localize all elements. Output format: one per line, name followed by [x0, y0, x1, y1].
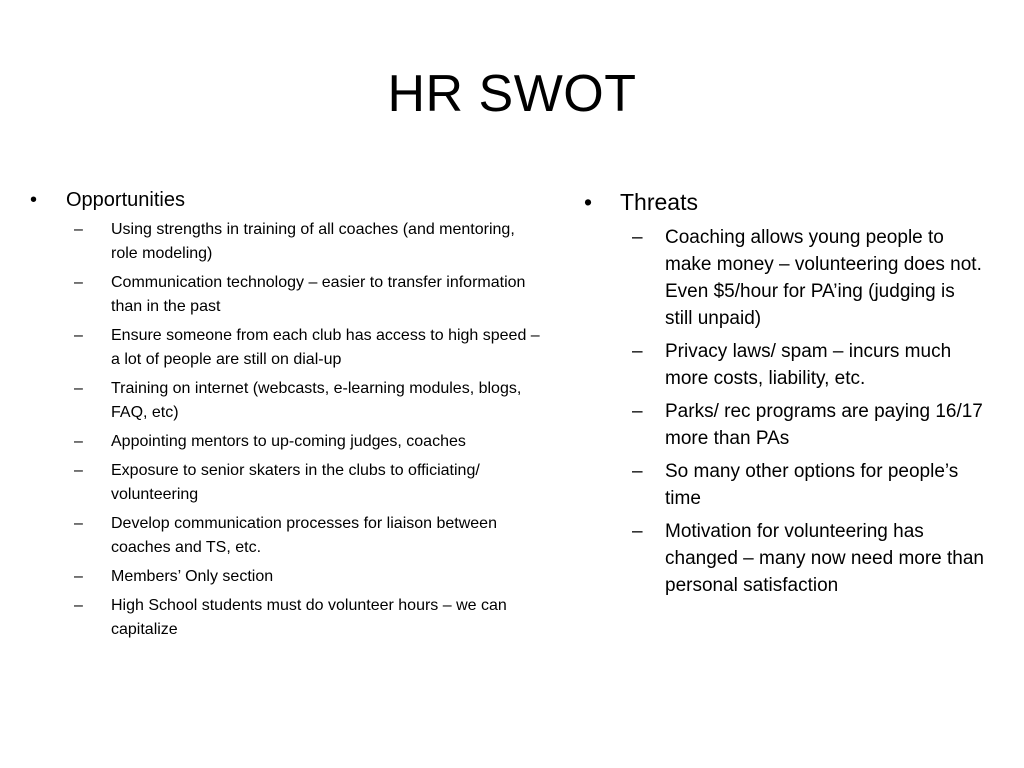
- list-item: [74, 459, 540, 507]
- list-item-text: Parks/ rec programs are paying 16/17 more than PAs: [665, 401, 983, 449]
- dash-marker: –: [632, 341, 643, 362]
- dash-marker: –: [74, 274, 83, 291]
- threats-column: [584, 186, 984, 605]
- opportunities-heading: Opportunities: [66, 189, 185, 211]
- list-item: [74, 271, 540, 319]
- list-item-text: Motivation for volunteering has changed – many now need more than personal satisfaction: [665, 521, 984, 596]
- list-item: [632, 224, 984, 332]
- opportunities-column: [30, 186, 540, 647]
- list-item-text: Coaching allows young people to make money – volunteering does not. Even $5/hour for PA’ing (judging is still unpaid): [665, 227, 982, 329]
- dash-marker: –: [632, 521, 643, 542]
- list-item-text: Appointing mentors to up-coming judges, coaches: [111, 433, 466, 450]
- list-item: [632, 338, 984, 392]
- bullet-marker: •: [584, 189, 593, 215]
- dash-marker: –: [74, 221, 83, 238]
- list-item-text: Training on internet (webcasts, e-learning modules, blogs, FAQ, etc): [111, 380, 522, 421]
- dash-marker: –: [632, 461, 643, 482]
- list-item-text: So many other options for people’s time: [665, 461, 959, 509]
- opportunities-heading-item: [30, 186, 540, 214]
- list-item: [632, 398, 984, 452]
- threats-heading-item: [584, 186, 984, 218]
- dash-marker: –: [74, 597, 83, 614]
- list-item-text: Using strengths in training of all coaches (and mentoring, role modeling): [111, 221, 515, 262]
- dash-marker: –: [74, 380, 83, 397]
- dash-marker: –: [74, 515, 83, 532]
- list-item: [632, 518, 984, 599]
- list-item: [74, 565, 540, 589]
- list-item-text: Privacy laws/ spam – incurs much more costs, liability, etc.: [665, 341, 952, 389]
- list-item-text: Communication technology – easier to transfer information than in the past: [111, 274, 526, 315]
- list-item: [74, 512, 540, 560]
- dash-marker: –: [632, 401, 643, 422]
- dash-marker: –: [74, 462, 83, 479]
- threats-heading: Threats: [620, 189, 698, 215]
- bullet-marker: •: [30, 189, 38, 211]
- list-item: [74, 218, 540, 266]
- list-item: [74, 377, 540, 425]
- list-item-text: Develop communication processes for liaison between coaches and TS, etc.: [111, 515, 497, 556]
- list-item: [74, 324, 540, 372]
- list-item-text: Members’ Only section: [111, 568, 274, 585]
- list-item: [632, 458, 984, 512]
- threats-list: [632, 224, 984, 599]
- dash-marker: –: [74, 433, 83, 450]
- dash-marker: –: [74, 327, 83, 344]
- list-item-text: Ensure someone from each club has access to high speed – a lot of people are still on dial-up: [111, 327, 540, 368]
- dash-marker: –: [632, 227, 643, 248]
- dash-marker: –: [74, 568, 83, 585]
- slide-title: HR SWOT: [387, 65, 637, 123]
- list-item: [74, 594, 540, 642]
- list-item-text: High School students must do volunteer hours – we can capitalize: [111, 597, 507, 638]
- list-item-text: Exposure to senior skaters in the clubs to officiating/ volunteering: [111, 462, 480, 503]
- opportunities-list: [74, 218, 540, 642]
- list-item: [74, 430, 540, 454]
